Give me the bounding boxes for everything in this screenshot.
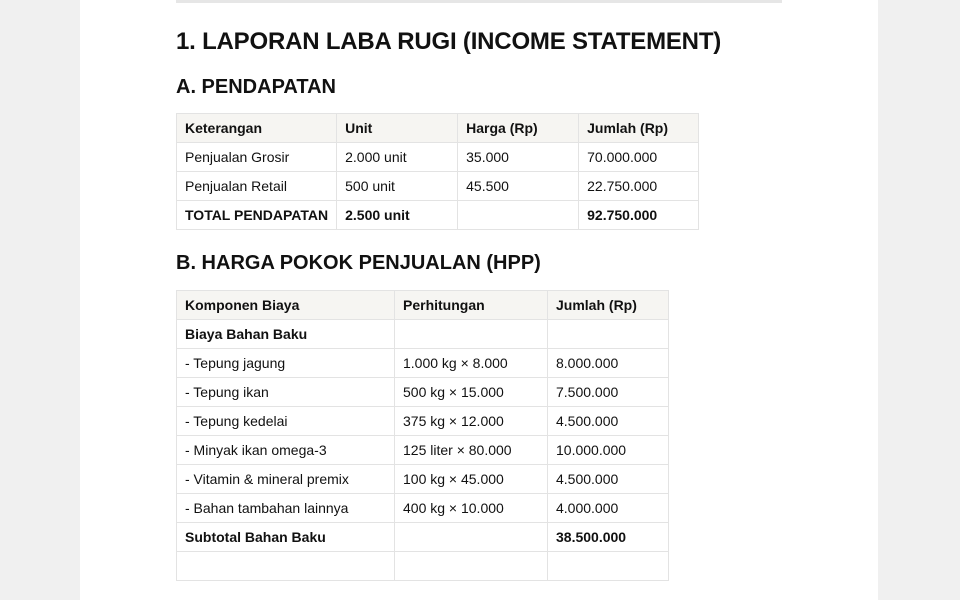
table-row xyxy=(177,378,669,407)
table-cell: 2.500 unit xyxy=(337,201,458,230)
table-cell: - Tepung ikan xyxy=(177,378,395,407)
table-cell: 500 kg × 15.000 xyxy=(395,378,548,407)
table-cell xyxy=(395,523,548,552)
table-cell: 10.000.000 xyxy=(548,436,669,465)
table-cell: 8.000.000 xyxy=(548,349,669,378)
table-cell: Penjualan Retail xyxy=(177,172,337,201)
table-cell: TOTAL PENDAPATAN xyxy=(177,201,337,230)
table-cell: 375 kg × 12.000 xyxy=(395,407,548,436)
table-cell: Penjualan Grosir xyxy=(177,143,337,172)
table-row xyxy=(177,407,669,436)
table-row xyxy=(177,143,699,172)
table-cell: 4.500.000 xyxy=(548,407,669,436)
table-cell: 400 kg × 10.000 xyxy=(395,494,548,523)
column-header: Unit xyxy=(337,114,458,143)
column-header: Harga (Rp) xyxy=(458,114,579,143)
table-cell: - Tepung jagung xyxy=(177,349,395,378)
group-row xyxy=(177,320,669,349)
table-cell: 7.500.000 xyxy=(548,378,669,407)
table-row xyxy=(177,436,669,465)
table-row xyxy=(177,349,669,378)
top-divider xyxy=(176,0,782,3)
table-cell: 22.750.000 xyxy=(579,172,699,201)
table-header-row xyxy=(177,291,669,320)
total-row xyxy=(177,201,699,230)
table-cell: 92.750.000 xyxy=(579,201,699,230)
table-cell: Biaya Bahan Baku xyxy=(177,320,395,349)
hpp-table xyxy=(176,290,669,581)
table-cell: 100 kg × 45.000 xyxy=(395,465,548,494)
empty-row xyxy=(177,552,669,581)
table-cell: 38.500.000 xyxy=(548,523,669,552)
table-cell: 45.500 xyxy=(458,172,579,201)
table-cell: 70.000.000 xyxy=(579,143,699,172)
document-title: 1. LAPORAN LABA RUGI (INCOME STATEMENT) xyxy=(176,28,722,55)
table-cell xyxy=(395,552,548,581)
table-row xyxy=(177,465,669,494)
table-cell xyxy=(395,320,548,349)
table-cell: - Minyak ikan omega-3 xyxy=(177,436,395,465)
table-cell: 1.000 kg × 8.000 xyxy=(395,349,548,378)
column-header: Komponen Biaya xyxy=(177,291,395,320)
table-cell: 4.000.000 xyxy=(548,494,669,523)
table-cell: - Tepung kedelai xyxy=(177,407,395,436)
section-heading-hpp: B. HARGA POKOK PENJUALAN (HPP) xyxy=(176,252,541,274)
pendapatan-table xyxy=(176,113,699,230)
subtotal-row xyxy=(177,523,669,552)
table-cell xyxy=(548,552,669,581)
table-cell: 4.500.000 xyxy=(548,465,669,494)
table-row xyxy=(177,494,669,523)
table-cell: - Bahan tambahan lainnya xyxy=(177,494,395,523)
column-header: Perhitungan xyxy=(395,291,548,320)
table-cell xyxy=(458,201,579,230)
column-header: Jumlah (Rp) xyxy=(548,291,669,320)
table-cell: Subtotal Bahan Baku xyxy=(177,523,395,552)
section-heading-pendapatan: A. PENDAPATAN xyxy=(176,76,336,98)
table-cell: - Vitamin & mineral premix xyxy=(177,465,395,494)
table-cell: 500 unit xyxy=(337,172,458,201)
table-header-row xyxy=(177,114,699,143)
table-cell: 2.000 unit xyxy=(337,143,458,172)
table-cell: 35.000 xyxy=(458,143,579,172)
table-cell xyxy=(548,320,669,349)
table-row xyxy=(177,172,699,201)
document-page xyxy=(80,0,878,600)
table-cell xyxy=(177,552,395,581)
column-header: Keterangan xyxy=(177,114,337,143)
table-cell: 125 liter × 80.000 xyxy=(395,436,548,465)
column-header: Jumlah (Rp) xyxy=(579,114,699,143)
